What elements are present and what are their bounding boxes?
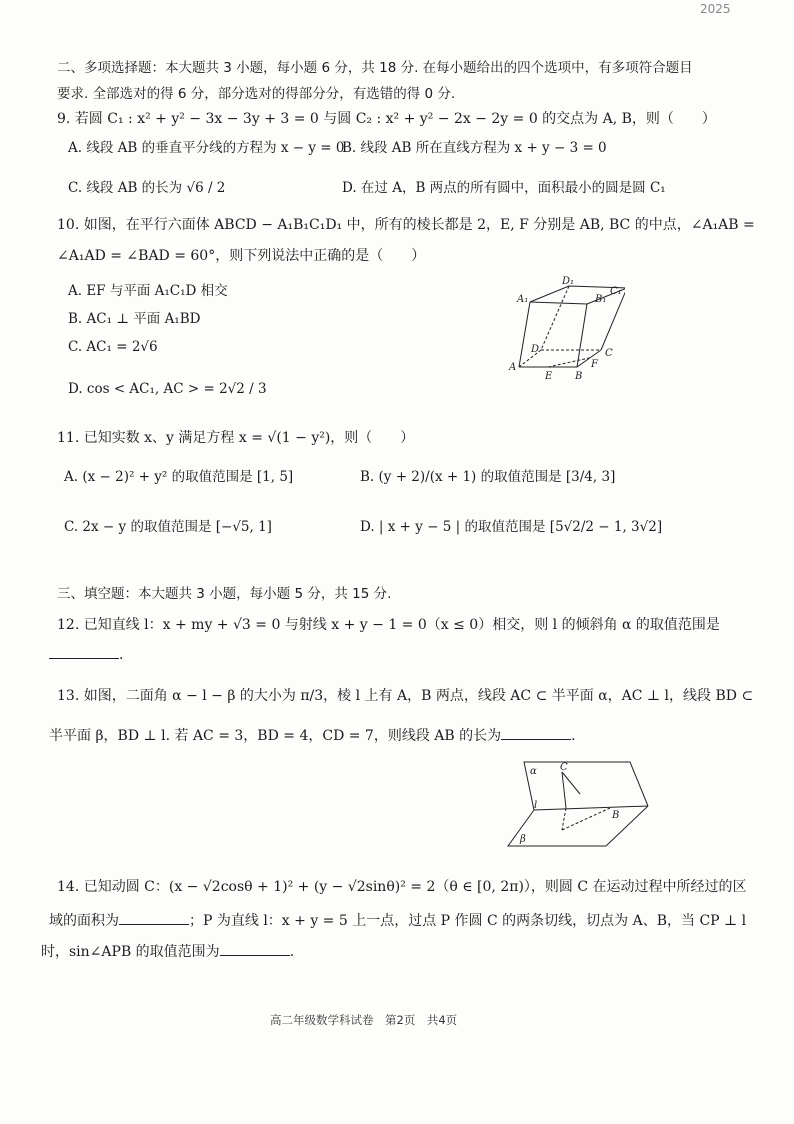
parallelepiped-figure <box>505 272 625 387</box>
label-beta: β <box>520 834 526 845</box>
label-c: C <box>605 348 613 359</box>
q9-option-a: A. 线段 AB 的垂直平分线的方程为 x − y = 0 <box>68 140 345 156</box>
label-a: A <box>509 362 517 373</box>
q13-stem: 13. 如图，二面角 α − l − β 的大小为 π/3，棱 l 上有 A，B 两点，线段 AC ⊂ 半平面 α，AC ⊥ l，线段 BD ⊂ <box>57 688 754 704</box>
q12-stem: 12. 已知直线 l：x + my + √3 = 0 与射线 x + y − 1 = 0（x ≤ 0）相交，则 l 的倾斜角 α 的取值范围是 <box>57 617 720 633</box>
q14-stem-line2 <box>49 910 746 930</box>
label-d1: D₁ <box>562 276 575 287</box>
q14-area-text: 域的面积为 <box>49 913 119 929</box>
label-b: B <box>612 810 620 821</box>
q14-stem: 14. 已知动圆 C：(x − √2cosθ + 1)² + (y − √2sinθ)² = 2（θ ∈ [0, 2π)），则圆 C 在运动过程中所经过的区 <box>57 879 747 895</box>
label-b1: B₁ <box>595 294 607 305</box>
q9-option-b: B. 线段 AB 所在直线方程为 x + y − 3 = 0 <box>342 140 607 156</box>
page-footer: 高二年级数学科试卷 第2页 共4页 <box>270 1013 458 1027</box>
q12-tail: . <box>119 647 124 663</box>
q9-option-c: C. 线段 AB 的长为 √6 / 2 <box>68 180 226 196</box>
q13-stem-line2 <box>49 725 576 745</box>
corner-mark: 2025 <box>700 2 731 16</box>
section3-title: 三、填空题：本大题共 3 小题，每小题 5 分，共 15 分. <box>57 586 392 602</box>
q10-option-d: D. cos < AC₁, AC > = 2√2 / 3 <box>68 381 267 397</box>
q10-stem-line2: ∠A₁AD = ∠BAD = 60°，则下列说法中正确的是（ ） <box>57 248 426 264</box>
label-a1: A₁ <box>517 294 529 305</box>
label-d: D <box>531 344 540 355</box>
q13-blank <box>501 727 571 740</box>
q11-option-b: B. (y + 2)/(x + 1) 的取值范围是 [3/4, 3] <box>360 469 616 485</box>
label-l: l <box>534 800 538 811</box>
q11-option-a: A. (x − 2)² + y² 的取值范围是 [1, 5] <box>64 469 294 485</box>
dihedral-figure <box>500 758 660 850</box>
label-f: F <box>591 359 598 370</box>
q9-option-d: D. 在过 A，B 两点的所有圆中，面积最小的圆是圆 C₁ <box>342 180 666 196</box>
q10-option-a: A. EF 与平面 A₁C₁D 相交 <box>68 283 228 299</box>
q10-option-c: C. AC₁ = 2√6 <box>68 339 158 355</box>
section2-title-line2: 要求. 全部选对的得 6 分，部分选对的得部分分，有选错的得 0 分. <box>57 86 456 102</box>
label-c1: C₁ <box>610 286 622 297</box>
q12-blank <box>49 646 119 659</box>
q14-tail: . <box>289 944 295 960</box>
q11-option-c: C. 2x − y 的取值范围是 [−√5, 1] <box>64 519 272 535</box>
label-c: C <box>560 762 568 773</box>
q14-stem-line3 <box>41 941 294 961</box>
q13-tail: . <box>571 728 576 744</box>
q12-answer-line <box>49 646 123 663</box>
q13-text: 半平面 β，BD ⊥ l. 若 AC = 3，BD = 4，CD = 7，则线段 AB 的长为 <box>49 728 502 744</box>
q9-stem: 9. 若圆 C₁ : x² + y² − 3x − 3y + 3 = 0 与圆 C₂ : x² + y² − 2x − 2y = 0 的交点为 A, B，则（ ） <box>57 111 716 127</box>
section2-title: 二、多项选择题：本大题共 3 小题，每小题 6 分，共 18 分. 在每小题给出的四个选项中，有多项符合题目 <box>57 60 693 76</box>
q14-blank-2 <box>220 943 290 956</box>
q10-option-b: B. AC₁ ⊥ 平面 A₁BD <box>68 311 201 327</box>
q10-stem: 10. 如图，在平行六面体 ABCD − A₁B₁C₁D₁ 中，所有的棱长都是 2，E, F 分别是 AB, BC 的中点，∠A₁AB = <box>57 217 755 233</box>
q11-stem: 11. 已知实数 x、y 满足方程 x = √(1 − y²)，则（ ） <box>57 430 415 446</box>
q14-sin-text: 时，sin∠APB 的取值范围为 <box>41 944 220 960</box>
label-b: B <box>575 371 583 382</box>
q11-option-d: D. | x + y − 5 | 的取值范围是 [5√2/2 − 1, 3√2] <box>360 519 663 535</box>
q14-tangent-text: ；P 为直线 l：x + y = 5 上一点，过点 P 作圆 C 的两条切线，切点为 A、B，当 CP ⊥ l <box>189 913 747 929</box>
label-alpha: α <box>530 766 537 777</box>
q14-blank-1 <box>119 912 189 925</box>
label-e: E <box>545 371 553 382</box>
